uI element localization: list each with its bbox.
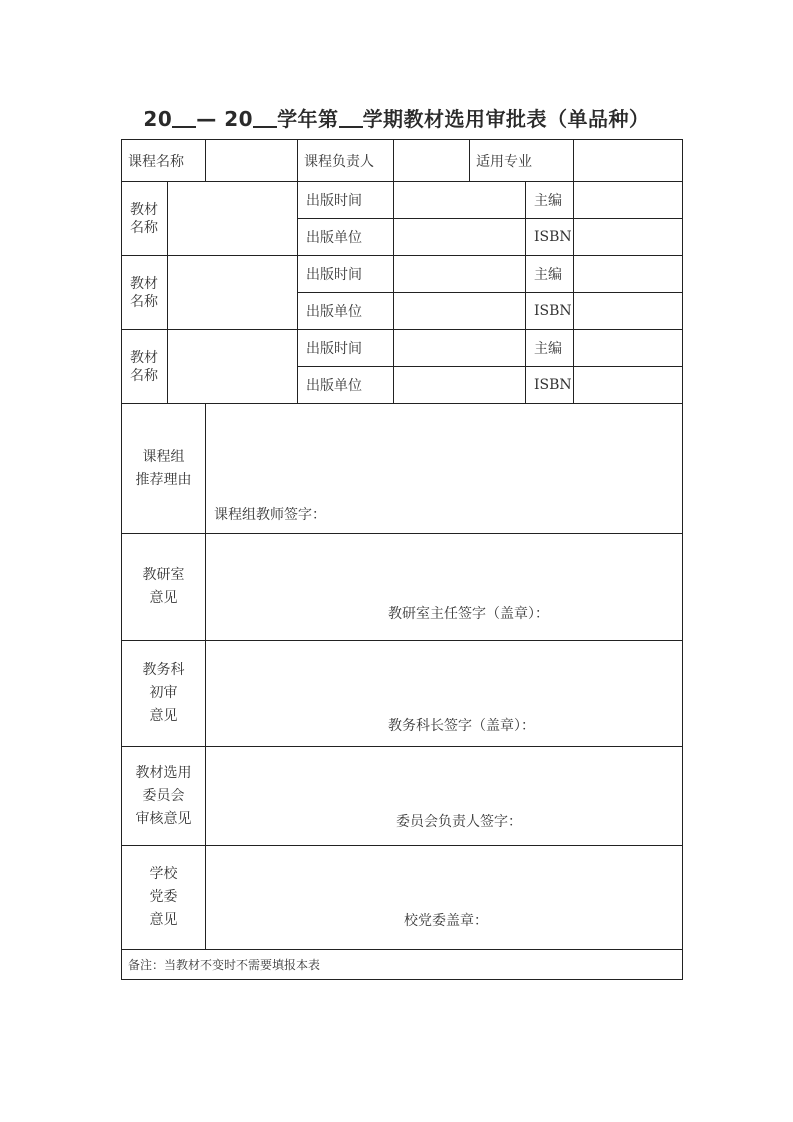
textbook-2-editor-field[interactable] — [574, 256, 683, 293]
committee-label-line-2: 委员会 — [142, 787, 185, 804]
textbook-1-name-label — [122, 182, 168, 256]
textbook-1-name-field[interactable] — [168, 182, 298, 256]
committee-sign-label: 委员会负责人签字： — [396, 814, 522, 830]
textbook-3-editor-label: 主编 — [526, 330, 574, 367]
textbook-label-line-1: 教材 — [130, 201, 158, 218]
textbook-2-publisher-label: 出版单位 — [298, 293, 394, 330]
header-row — [122, 140, 683, 182]
party-sign-label: 校党委盖章： — [404, 913, 488, 929]
committee-label-line-1: 教材选用 — [135, 764, 192, 781]
group-opinion-field[interactable] — [206, 404, 683, 534]
textbook-label-line-1: 教材 — [130, 349, 158, 366]
office-row — [122, 534, 683, 641]
title-blank-1 — [172, 126, 196, 128]
group-label-line-1: 课程组 — [142, 448, 185, 465]
textbook-label-line-1: 教材 — [130, 275, 158, 292]
academic-label-line-1: 教务科 — [142, 662, 185, 678]
textbook-1-isbn-label: ISBN — [526, 219, 574, 256]
form-title — [0, 103, 793, 132]
academic-label — [122, 641, 206, 747]
course-name-label: 课程名称 — [122, 140, 206, 182]
textbook-1-publisher-label: 出版单位 — [298, 219, 394, 256]
course-leader-field[interactable] — [394, 140, 470, 182]
party-label-line-2: 党委 — [149, 889, 178, 905]
group-label-line-2: 推荐理由 — [135, 471, 192, 488]
textbook-1-pubtime-field[interactable] — [394, 182, 526, 219]
title-blank-3 — [339, 126, 363, 128]
textbook-label-line-2: 名称 — [130, 219, 158, 236]
textbook-3-name-label — [122, 330, 168, 404]
textbook-3-row-a — [122, 330, 683, 367]
textbook-label-line-2: 名称 — [130, 367, 158, 384]
group-label — [122, 404, 206, 534]
textbook-1-row-a — [122, 182, 683, 219]
academic-opinion-field[interactable] — [206, 641, 683, 747]
textbook-2-pubtime-field[interactable] — [394, 256, 526, 293]
title-year-start: 20 — [143, 107, 173, 131]
textbook-2-isbn-label: ISBN — [526, 293, 574, 330]
textbook-3-pubtime-label: 出版时间 — [298, 330, 394, 367]
note-text: 备注：当教材不变时不需要填报本表 — [122, 950, 683, 980]
textbook-3-publisher-label: 出版单位 — [298, 367, 394, 404]
office-label-line-1: 教研室 — [142, 567, 185, 583]
party-opinion-field[interactable] — [206, 846, 683, 950]
office-opinion-field[interactable] — [206, 534, 683, 641]
academic-label-line-2: 初审 — [149, 685, 178, 701]
office-label-line-2: 意见 — [149, 590, 178, 606]
textbook-3-isbn-field[interactable] — [574, 367, 683, 404]
textbook-1-editor-field[interactable] — [574, 182, 683, 219]
textbook-1-publisher-field[interactable] — [394, 219, 526, 256]
textbook-2-name-field[interactable] — [168, 256, 298, 330]
textbook-2-row-a — [122, 256, 683, 293]
textbook-2-editor-label: 主编 — [526, 256, 574, 293]
textbook-2-publisher-field[interactable] — [394, 293, 526, 330]
textbook-3-editor-field[interactable] — [574, 330, 683, 367]
course-name-field[interactable] — [206, 140, 298, 182]
academic-label-line-3: 意见 — [149, 708, 178, 724]
textbook-2-pubtime-label: 出版时间 — [298, 256, 394, 293]
office-label — [122, 534, 206, 641]
title-academic-year: 学年第 — [277, 107, 339, 131]
textbook-1-pubtime-label: 出版时间 — [298, 182, 394, 219]
approval-form-table — [121, 139, 683, 980]
group-sign-label: 课程组教师签字： — [214, 507, 326, 523]
academic-sign-label: 教务科长签字（盖章）： — [388, 718, 535, 734]
textbook-1-editor-label: 主编 — [526, 182, 574, 219]
course-leader-label: 课程负责人 — [298, 140, 394, 182]
textbook-3-name-field[interactable] — [168, 330, 298, 404]
title-year-end: — 20 — [196, 107, 254, 131]
office-sign-label: 教研室主任签字（盖章）： — [388, 606, 549, 622]
textbook-3-pubtime-field[interactable] — [394, 330, 526, 367]
committee-opinion-field[interactable] — [206, 747, 683, 846]
textbook-2-isbn-field[interactable] — [574, 293, 683, 330]
committee-label-line-3: 审核意见 — [135, 810, 192, 827]
party-label-line-3: 意见 — [149, 912, 178, 928]
academic-row — [122, 641, 683, 747]
party-label-line-1: 学校 — [149, 866, 178, 882]
committee-label — [122, 747, 206, 846]
party-row — [122, 846, 683, 950]
title-form-name: 学期教材选用审批表（单品种） — [362, 107, 650, 131]
textbook-3-isbn-label: ISBN — [526, 367, 574, 404]
textbook-label-line-2: 名称 — [130, 293, 158, 310]
committee-row — [122, 747, 683, 846]
note-row — [122, 950, 683, 980]
textbook-1-isbn-field[interactable] — [574, 219, 683, 256]
textbook-3-publisher-field[interactable] — [394, 367, 526, 404]
textbook-2-name-label — [122, 256, 168, 330]
group-row — [122, 404, 683, 534]
major-label: 适用专业 — [470, 140, 574, 182]
party-label — [122, 846, 206, 950]
title-blank-2 — [253, 126, 277, 128]
major-field[interactable] — [574, 140, 683, 182]
